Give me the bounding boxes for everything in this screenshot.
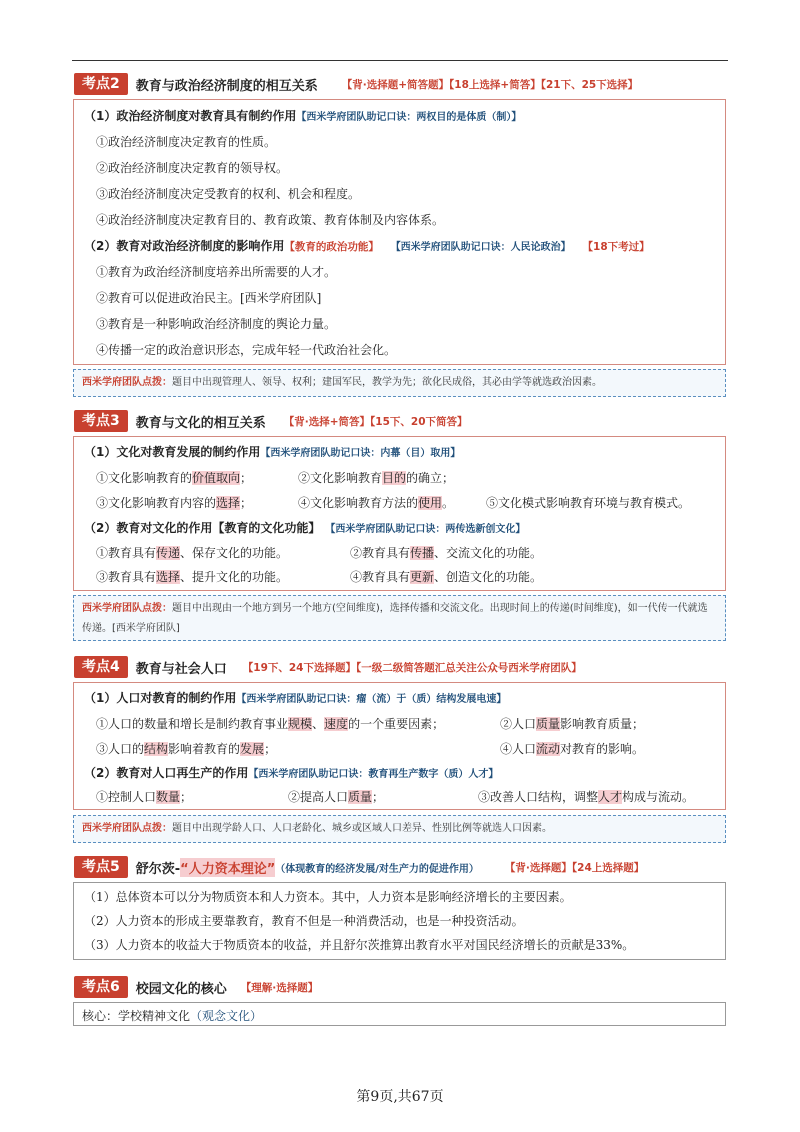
section-5-title-highlight: “人力资本理论” — [180, 858, 275, 877]
s5-item: （3）人力资本的收益大于物质资本的收益，并且舒尔茨推算出教育水平对国民经济增长的贡献是33%。 — [84, 938, 635, 952]
s6-core: 核心：学校精神文化（观念文化） — [82, 1009, 263, 1023]
section-4-tags: 【19下、24下选择题】【一级二级简答题汇总关注公众号西米学府团队】 — [242, 661, 582, 674]
s2-part1-heading: （1）政治经济制度对教育具有制约作用【西米学府团队助记口诀：两权目的是体质（制）】 — [84, 109, 522, 123]
top-rule — [72, 60, 728, 61]
section-2-box — [73, 99, 726, 365]
s3-p1-item: ①文化影响教育的价值取向； — [96, 471, 253, 485]
s4-p1-item: ④人口流动对教育的影响。 — [500, 742, 645, 756]
s5-item: （1）总体资本可以分为物质资本和人力资本。其中，人力资本是影响经济增长的主要因素。 — [84, 890, 572, 904]
s4-p2-item: ③改善人口结构，调整人才构成与流动。 — [478, 790, 695, 804]
section-3-badge: 考点3 — [74, 410, 128, 432]
s3-p2-item: ③教育具有选择、提升文化的功能。 — [96, 570, 289, 584]
s4-part2-heading: （2）教育对人口再生产的作用【西米学府团队助记口诀：教育再生产数字（质）人才】 — [84, 766, 499, 780]
section-6-header — [74, 976, 318, 998]
s2-p2-item: ④传播一定的政治意识形态，完成年轻一代政治社会化。 — [96, 343, 397, 357]
section-3-box — [73, 436, 726, 591]
s3-p1-item: ③文化影响教育内容的选择； — [96, 496, 253, 510]
s4-p2-item: ①控制人口数量； — [96, 790, 193, 804]
section-6-box — [73, 1002, 726, 1026]
s4-p2-item: ②提高人口质量； — [288, 790, 385, 804]
section-4-box — [73, 682, 726, 810]
s3-p1-item: ④文化影响教育方法的使用。 — [298, 496, 455, 510]
section-3-title: 教育与文化的相互关系 — [135, 415, 266, 431]
section-2-header — [74, 73, 638, 95]
section-2-badge: 考点2 — [74, 73, 128, 95]
section-3-tags: 【背·选择+简答】【15下、20下简答】 — [283, 415, 468, 428]
s3-p1-item: ⑤文化模式影响教育环境与教育模式。 — [486, 496, 691, 510]
s3-p2-item: ①教育具有传递、保存文化的功能。 — [96, 546, 289, 560]
section-4-note: 西米学府团队点拨：题目中出现学龄人口、人口老龄化、城乡或区域人口差异、性别比例等就选人口因素。 — [73, 815, 726, 843]
s2-p1-item: ①政治经济制度决定教育的性质。 — [96, 135, 277, 149]
s4-p1-item: ①人口的数量和增长是制约教育事业规模、速度的一个重要因素； — [96, 717, 445, 731]
s4-part1-heading: （1）人口对教育的制约作用【西米学府团队助记口诀：瘤（流）于（质）结构发展电速】 — [84, 691, 507, 705]
section-5-box — [73, 882, 726, 960]
s3-part2-heading: （2）教育对文化的作用【教育的文化功能】 【西米学府团队助记口诀：两传选新创文化】 — [84, 521, 526, 535]
section-2-tags: 【背·选择题+简答题】【18上选择+简答】【21下、25下选择】 — [341, 78, 639, 91]
section-6-tags: 【理解·选择题】 — [240, 981, 319, 994]
section-4-badge: 考点4 — [74, 656, 128, 678]
section-2-title: 教育与政治经济制度的相互关系 — [135, 78, 318, 94]
section-5-tags: 【背·选择题】【24上选择题】 — [504, 861, 645, 874]
s2-p1-item: ③政治经济制度决定受教育的权利、机会和程度。 — [96, 187, 361, 201]
s2-p2-item: ②教育可以促进政治民主。[西米学府团队] — [96, 291, 322, 305]
section-6-title: 校园文化的核心 — [135, 981, 227, 997]
section-4-header — [74, 656, 582, 678]
s2-p1-item: ②政治经济制度决定教育的领导权。 — [96, 161, 289, 175]
s3-p2-item: ④教育具有更新、创造文化的功能。 — [350, 570, 543, 584]
s2-p1-item: ④政治经济制度决定教育目的、教育政策、教育体制及内容体系。 — [96, 213, 445, 227]
s5-item: （2）人力资本的形成主要靠教育，教育不但是一种消费活动，也是一种投资活动。 — [84, 914, 524, 928]
s3-p1-item: ②文化影响教育目的的确立； — [298, 471, 455, 485]
s4-p1-item: ②人口质量影响教育质量； — [500, 717, 645, 731]
s3-part1-heading: （1）文化对教育发展的制约作用【西米学府团队助记口诀：内幕（目）取用】 — [84, 445, 461, 459]
section-6-badge: 考点6 — [74, 976, 128, 998]
s2-p2-item: ③教育是一种影响政治经济制度的舆论力量。 — [96, 317, 337, 331]
s2-part2-heading: （2）教育对政治经济制度的影响作用【教育的政治功能】 【西米学府团队助记口诀：人民论政治】 【18下考过】 — [84, 239, 650, 253]
s3-p2-item: ②教育具有传播、交流文化的功能。 — [350, 546, 543, 560]
s2-p2-item: ①教育为政治经济制度培养出所需要的人才。 — [96, 265, 337, 279]
s4-p1-item: ③人口的结构影响着教育的发展； — [96, 742, 277, 756]
section-5-badge: 考点5 — [74, 856, 128, 878]
section-3-note: 西米学府团队点拨：题目中出现由一个地方到另一个地方(空间维度)，选择传播和交流文化。出现时间上的传递(时间维度)，如一代传一代就选传递。[西米学府团队] — [73, 595, 726, 641]
page-number: 第9页,共67页 — [356, 1089, 444, 1105]
section-4-title: 教育与社会人口 — [135, 661, 227, 677]
section-3-header — [74, 410, 468, 432]
section-5-header: 考点5 舒尔茨- “人力资本理论” （体现教育的经济发展/对生产力的促进作用） 【背·选择题】【24上选择题】 — [74, 856, 644, 878]
section-2-note: 西米学府团队点拨：题目中出现管理人、领导、权利；建国军民，教学为先；欲化民成俗，其必由学等就选政治因素。 — [73, 369, 726, 397]
